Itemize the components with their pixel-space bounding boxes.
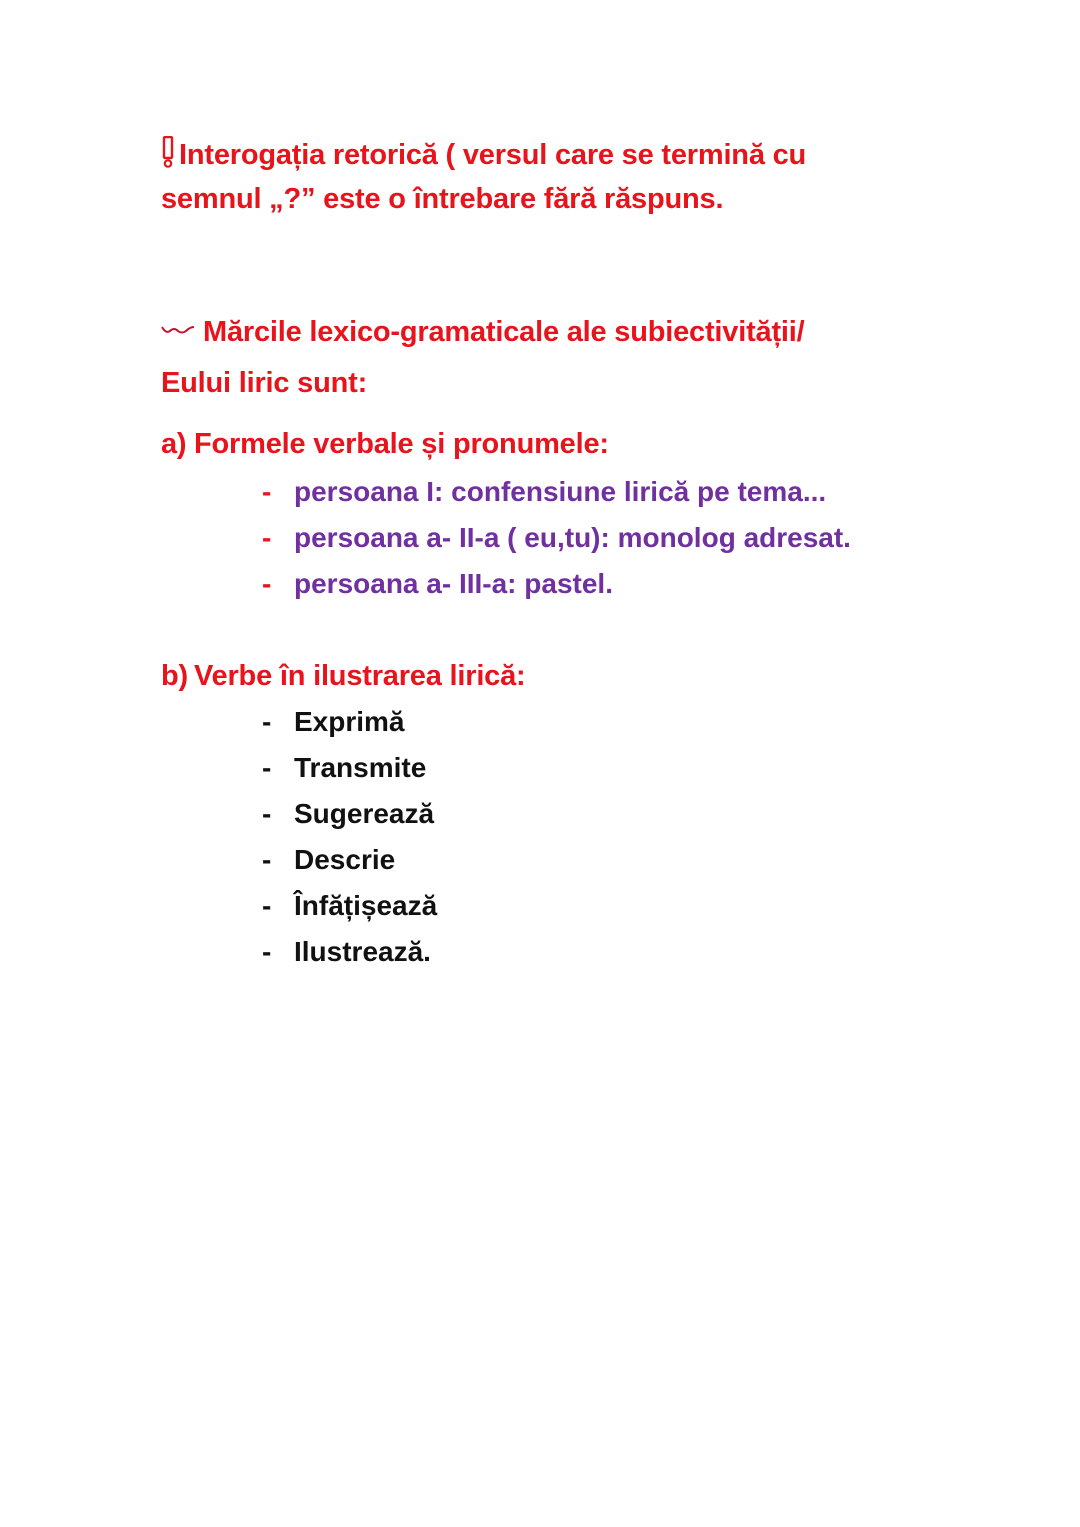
part-a-label: a) <box>161 428 187 460</box>
part-a-heading <box>161 428 609 461</box>
list-item-text: Sugerează <box>294 798 435 829</box>
part-b-label: b) <box>161 660 188 692</box>
section-title-line-1 <box>161 312 804 349</box>
list-item-text: Exprimă <box>294 706 405 737</box>
section-title-text-1: Mărcile lexico-gramaticale ale subiectivității/ <box>203 316 805 348</box>
exclamation-icon <box>161 136 175 168</box>
bullet-dash: - <box>262 476 272 507</box>
section-title-line-2: Eului liric sunt: <box>161 367 368 399</box>
list-item-text: Înfățișează <box>294 890 438 921</box>
part-b-heading <box>161 660 525 693</box>
bullet-dash: - <box>262 752 272 783</box>
list-item-text: Ilustrează. <box>294 936 431 967</box>
bullet-dash: - <box>262 936 272 967</box>
bullet-dash: - <box>262 522 272 553</box>
list-item-text: persoana a- III-a: pastel. <box>294 568 613 599</box>
bullet-dash: - <box>262 706 272 737</box>
part-b-title: Verbe în ilustrarea lirică: <box>194 660 526 692</box>
list-item-text: Descrie <box>294 844 396 875</box>
note-line-2: semnul „?” este o întrebare fără răspuns. <box>161 183 724 215</box>
list-item-text: Transmite <box>294 752 427 783</box>
bullet-dash: - <box>262 568 272 599</box>
bullet-dash: - <box>262 798 272 829</box>
bullet-dash: - <box>262 844 272 875</box>
list-item-text: persoana a- II-a ( eu,tu): monolog adresat. <box>294 522 851 553</box>
bullet-dash: - <box>262 890 272 921</box>
note-text-1: Interogația retorică ( versul care se termină cu <box>179 139 807 171</box>
list-item-text: persoana I: confensiune lirică pe tema... <box>294 476 827 507</box>
part-a-title: Formele verbale și pronumele: <box>194 428 609 460</box>
wavy-line-icon <box>161 312 195 326</box>
note-line-1 <box>161 136 806 172</box>
